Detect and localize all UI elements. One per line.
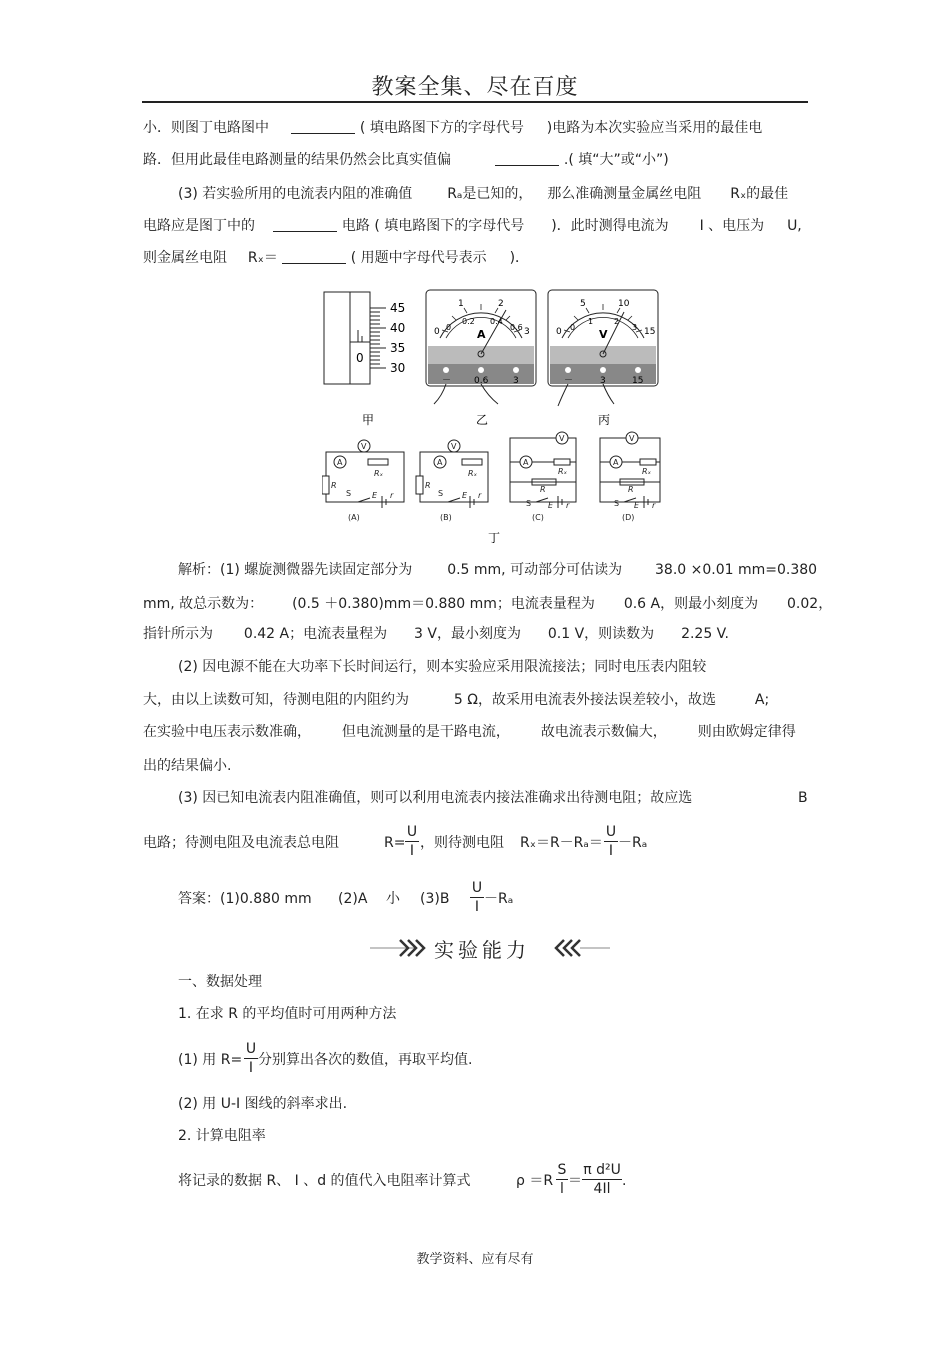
- text-segment: I 、电压为: [699, 218, 765, 234]
- ammeter-scale-top: 1: [458, 299, 464, 309]
- text-segment: 答案：(1)0.880 mm: [178, 891, 312, 907]
- text-segment: 分别算出各次的数值，再取平均值.: [258, 1052, 473, 1068]
- experiment-figure: [322, 286, 662, 548]
- figure-label-jia: 甲: [362, 413, 375, 427]
- circuit-d-ammeter-label: A: [613, 458, 619, 467]
- circuit-d-e-label: E: [634, 501, 640, 510]
- text-segment: 3 V，最小刻度为: [414, 626, 521, 642]
- voltmeter-terminal-label: 15: [632, 376, 644, 386]
- text-segment: 指针所示为: [143, 626, 213, 642]
- section-banner: [370, 932, 610, 964]
- answer-blank: [273, 217, 337, 232]
- page-footer: 教学资料、应有尽有: [416, 1252, 534, 1267]
- text-segment: 电路 ( 填电路图下的字母代号: [341, 218, 525, 234]
- text-line: [143, 248, 529, 268]
- circuit-c-caption: (C): [532, 513, 544, 522]
- text-segment: 0.1 V，则读数为: [547, 626, 655, 642]
- numerator: π d²U: [583, 1162, 621, 1178]
- text-segment: ，则待测电阻: [420, 835, 504, 851]
- text-segment: (3)B: [420, 891, 450, 907]
- banner-title: 实验能力: [434, 938, 530, 962]
- voltmeter-scale-bottom: 2: [614, 317, 620, 326]
- circuit-a-internal-r-label: r: [390, 491, 394, 500]
- circuit-a-r-label: R: [331, 481, 337, 490]
- ammeter-terminal-label: －: [442, 376, 452, 386]
- denominator: I: [474, 899, 480, 915]
- header-rule: [142, 101, 808, 103]
- ammeter-scale-bottom: 0.6: [510, 323, 523, 332]
- figure-label-bing: 丙: [598, 413, 611, 427]
- circuit-b-internal-r-label: r: [478, 491, 482, 500]
- text-segment: 则金属丝电阻: [143, 250, 227, 266]
- text-line: 1. 在求 R 的平均值时可用两种方法: [178, 1006, 397, 1022]
- text-segment: Rₓ＝: [247, 250, 278, 266]
- micrometer-zero-label: 0: [356, 351, 364, 365]
- answer-blank: [282, 249, 346, 264]
- text-line: (3) 因已知电流表内阻准确值，则可以利用电流表内接法准确求出待测电阻；故应选: [178, 790, 693, 806]
- ammeter-drawing: [426, 290, 536, 404]
- numerator: U: [605, 824, 617, 840]
- circuit-c-voltmeter-label: V: [559, 434, 565, 443]
- voltmeter-scale-top: 5: [580, 299, 586, 309]
- circuit-a-switch-label: S: [346, 489, 352, 498]
- circuit-a-e-label: E: [372, 491, 378, 500]
- text-segment: 则由欧姆定律得: [697, 724, 796, 740]
- fraction-u-over-i: [470, 880, 484, 915]
- text-segment: (1) 用 R=: [178, 1052, 243, 1068]
- text-segment: －Rₐ: [484, 891, 514, 907]
- voltmeter-scale-bottom: 3: [632, 323, 638, 332]
- text-line: (2) 因电源不能在大功率下长时间运行，则本实验应采用限流接法；同时电压表内阻较: [178, 659, 707, 675]
- circuit-a-ammeter-label: A: [337, 458, 343, 467]
- circuit-c-switch-label: S: [526, 499, 532, 508]
- text-segment: Rₓ＝R－Rₐ＝: [520, 835, 603, 851]
- text-segment: 故电流表示数偏大，: [540, 724, 667, 740]
- numerator: U: [245, 1041, 257, 1057]
- text-segment: 小．则图丁电路图中: [143, 120, 269, 136]
- ammeter-terminal-label: 0.6: [474, 376, 489, 386]
- ammeter-scale-bottom: 0: [446, 323, 452, 332]
- text-segment: (0.5 ＋0.380)mm＝0.880 mm；电流表量程为: [292, 596, 595, 612]
- voltmeter-drawing: [548, 290, 658, 406]
- circuit-d-rx-label: Rₓ: [642, 467, 652, 476]
- denominator: l: [560, 1181, 564, 1197]
- micrometer-drawing: [324, 292, 405, 384]
- text-segment: U,: [787, 218, 802, 234]
- denominator: I: [248, 1060, 254, 1076]
- text-segment: 0.42 A；电流表量程为: [243, 626, 388, 642]
- answer-blank: [291, 119, 355, 134]
- text-segment: －Rₐ: [618, 835, 648, 851]
- ammeter-unit: A: [477, 328, 486, 341]
- numerator: U: [406, 824, 418, 840]
- denominator: I: [409, 843, 415, 859]
- text-segment: 2.25 V.: [681, 626, 729, 642]
- text-line: [143, 624, 729, 644]
- ammeter-terminal-label: 3: [513, 376, 519, 386]
- fraction-bar: [556, 1179, 568, 1180]
- ammeter-scale-top: 3: [524, 327, 530, 337]
- text-segment: 小: [386, 891, 400, 907]
- ammeter-scale-bottom: 0.4: [490, 317, 503, 326]
- text-segment: 但电流测量的是干路电流，: [341, 724, 510, 740]
- numerator: U: [471, 880, 483, 896]
- text-line: 一、数据处理: [178, 974, 262, 990]
- micrometer-tick-label: 35: [390, 341, 406, 355]
- fraction-u-over-i: [405, 824, 419, 859]
- voltmeter-scale-bottom: 1: [588, 317, 594, 326]
- fraction-resistivity: [582, 1162, 622, 1197]
- circuit-b-voltmeter-label: V: [451, 442, 457, 451]
- micrometer-tick-label: 30: [390, 361, 406, 375]
- micrometer-tick-label: 40: [390, 321, 406, 335]
- text-line: [143, 594, 832, 614]
- circuit-b-switch-label: S: [438, 489, 444, 498]
- text-segment: )电路为本次实验应当采用的最佳电: [546, 120, 763, 136]
- fraction-bar: [244, 1058, 258, 1059]
- denominator: I: [608, 843, 614, 859]
- circuit-a-voltmeter-label: V: [361, 442, 367, 451]
- voltmeter-unit: V: [599, 328, 608, 341]
- ammeter-scale-top: 0: [434, 327, 440, 337]
- circuit-c-rx-label: Rₓ: [558, 467, 568, 476]
- fraction-bar: [604, 841, 618, 842]
- fraction-bar: [405, 841, 419, 842]
- text-segment: )．此时测得电流为: [551, 218, 669, 234]
- text-line: 2. 计算电阻率: [178, 1128, 266, 1144]
- text-line: [178, 560, 817, 580]
- text-segment: 解析：(1) 螺旋测微器先读固定部分为: [178, 562, 413, 578]
- text-segment: .( 填“大”或“小”): [563, 152, 669, 168]
- circuit-b-caption: (B): [440, 513, 452, 522]
- text-segment: (2)A: [338, 891, 368, 907]
- circuit-a-rx-label: Rₓ: [374, 469, 384, 478]
- voltmeter-scale-top: 0: [556, 327, 562, 337]
- text-line: 出的结果偏小.: [143, 758, 232, 774]
- text-segment: 0.02，: [787, 596, 833, 612]
- text-segment: .: [622, 1173, 627, 1189]
- text-segment: (3) 若实验所用的电流表内阻的准确值: [178, 186, 413, 202]
- text-line: [143, 150, 669, 170]
- text-segment: 大，由以上读数可知，待测电阻的内阻约为: [143, 692, 409, 708]
- text-segment: ＝: [568, 1173, 582, 1189]
- circuit-d-voltmeter-label: V: [629, 434, 635, 443]
- text-segment: 电路；待测电阻及电流表总电阻: [143, 835, 339, 851]
- text-segment: ( 用题中字母代号表示: [350, 250, 487, 266]
- circuit-c-internal-r-label: r: [566, 501, 570, 510]
- voltmeter-scale-top: 15: [644, 327, 656, 337]
- text-segment: 0.6 A，则最小刻度为: [623, 596, 759, 612]
- circuit-b-ammeter-label: A: [437, 458, 443, 467]
- circuit-c-r-label: R: [540, 485, 546, 494]
- text-line: (2) 用 U-I 图线的斜率求出.: [178, 1096, 348, 1112]
- circuit-a-caption: (A): [348, 513, 360, 522]
- circuit-b-rx-label: Rₓ: [468, 469, 478, 478]
- text-segment: 5 Ω，故采用电流表外接法误差较小，故选: [453, 692, 716, 708]
- figure-label-ding: 丁: [488, 531, 501, 545]
- text-line: [143, 216, 802, 236]
- circuit-c-e-label: E: [548, 501, 554, 510]
- text-segment: 路．但用此最佳电路测量的结果仍然会比真实值偏: [143, 152, 451, 168]
- text-segment: mm, 故总示数为：: [143, 596, 264, 612]
- text-segment: Rₐ是已知的，: [447, 186, 533, 202]
- ammeter-scale-bottom: 0.2: [462, 317, 475, 326]
- text-line: [143, 722, 796, 742]
- text-line: [143, 690, 769, 710]
- figure-label-yi: 乙: [476, 413, 489, 427]
- circuit-d-r-label: R: [628, 485, 634, 494]
- text-line: [143, 118, 762, 138]
- text-segment: 38.0 ×0.01 mm=0.380: [655, 562, 818, 578]
- text-segment: A;: [754, 692, 770, 708]
- text-segment: 将记录的数据 R、 I 、d 的值代入电阻率计算式: [178, 1173, 471, 1189]
- circuit-d-switch-label: S: [614, 499, 620, 508]
- ammeter-scale-top: 2: [498, 299, 504, 309]
- circuit-d-caption: (D): [622, 513, 635, 522]
- text-segment: 可动部分可估读为: [510, 562, 623, 578]
- text-segment: 0.5 mm,: [447, 562, 506, 578]
- page-header-title: 教案全集、尽在百度: [371, 75, 579, 100]
- circuit-c-ammeter-label: A: [523, 458, 529, 467]
- text-segment: 那么准确测量金属丝电阻: [547, 186, 702, 202]
- circuit-b-e-label: E: [462, 491, 468, 500]
- fraction-u-over-i: [244, 1041, 258, 1076]
- text-segment: 电路应是图丁中的: [143, 218, 255, 234]
- denominator: 4Il: [593, 1181, 611, 1197]
- fraction-u-over-i: [604, 824, 618, 859]
- voltmeter-scale-top: 10: [618, 299, 630, 309]
- voltmeter-scale-bottom: 0: [570, 323, 576, 332]
- answer-blank: [495, 151, 559, 166]
- circuit-d-internal-r-label: r: [652, 501, 656, 510]
- micrometer-tick-label: 45: [390, 301, 406, 315]
- text-segment: ( 填电路图下方的字母代号: [359, 120, 524, 136]
- numerator: S: [557, 1162, 567, 1178]
- fraction-bar: [470, 897, 484, 898]
- fraction-bar: [582, 1179, 622, 1180]
- text-segment: )．: [509, 250, 530, 266]
- text-segment: Rₓ的最佳: [730, 186, 789, 202]
- text-segment: ρ ＝R: [516, 1173, 554, 1189]
- text-segment: B: [798, 790, 808, 806]
- voltmeter-terminal-label: 3: [600, 376, 606, 386]
- voltmeter-terminal-label: －: [564, 376, 574, 386]
- text-segment: R=: [384, 835, 406, 851]
- fraction-s-over-l: [556, 1162, 568, 1197]
- circuit-b-r-label: R: [425, 481, 431, 490]
- text-segment: 在实验中电压表示数准确，: [143, 724, 311, 740]
- text-line: [178, 184, 788, 204]
